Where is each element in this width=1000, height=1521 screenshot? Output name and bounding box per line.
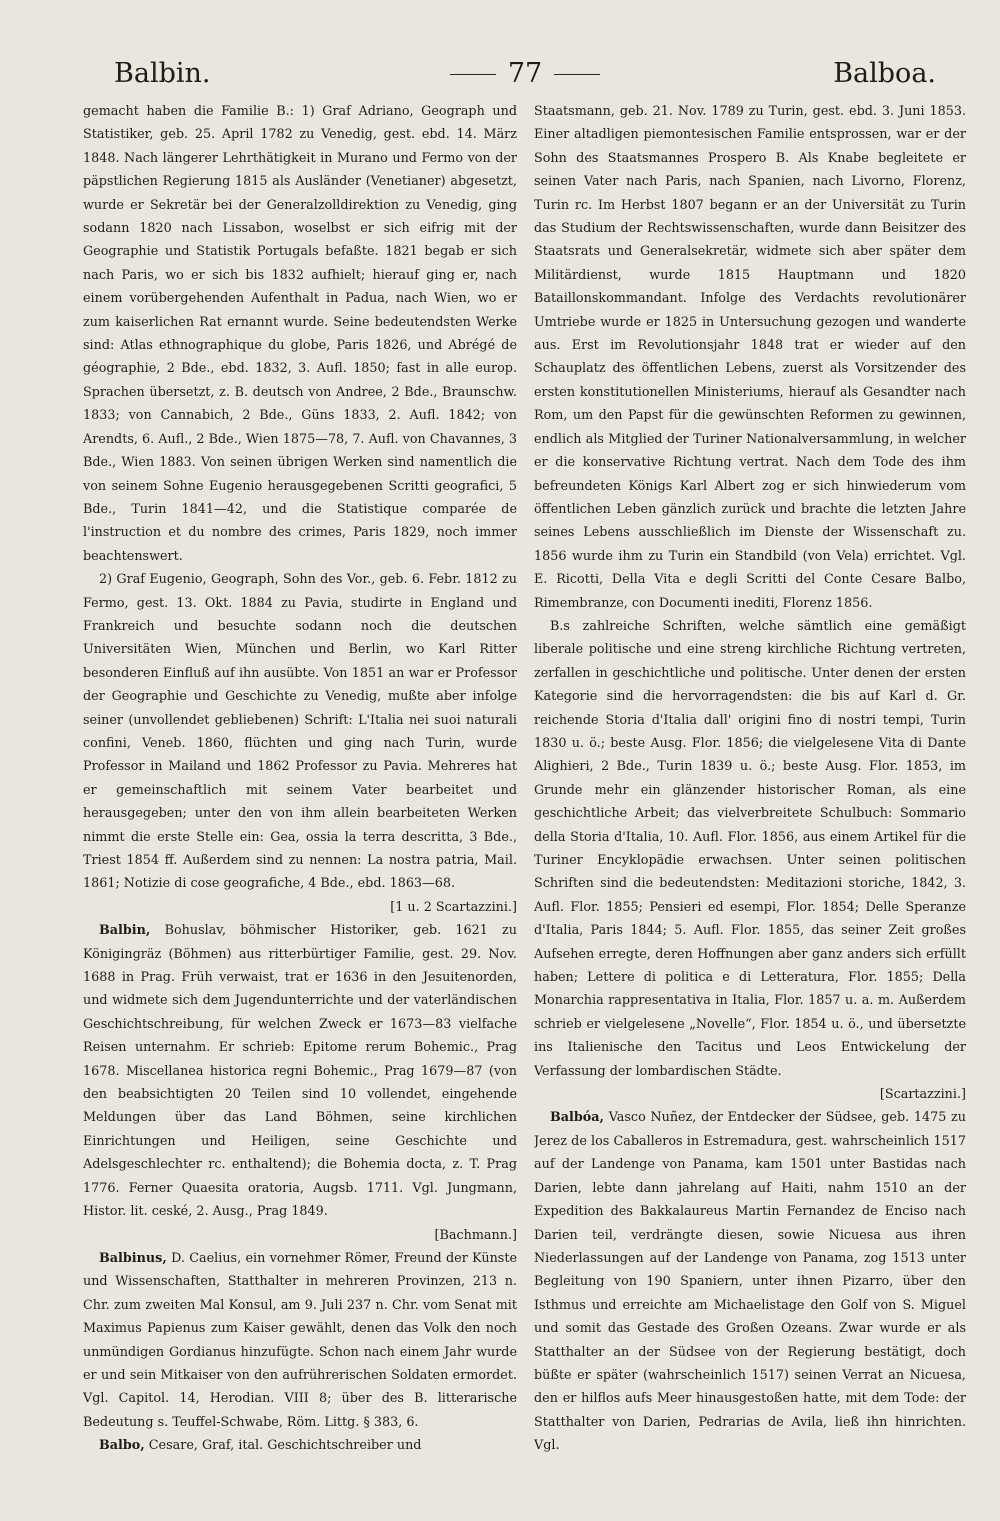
paragraph-text: Staatsmann, geb. 21. Nov. 1789 zu Turin, gest. ebd. 3. Juni 1853. Einer altadligen piemontesischen Familie entsprossen, war er der Sohn des Staatsmannes Prospero B. Als Knabe begleitete er seinen Vater nach Paris, nach Spanien, nach Livorno, Florenz, Turin rc. Im Herbst 1807 begann er an der Universität zu Turin das Studium der Rechtswissenschaften, wurde dann Beisitzer des Staatsrats und Generalsekretär, widmete sich aber später dem Militärdienst, wurde 1815 Hauptmann und 1820 Bataillonskommandant. Infolge des Verdachts revolutionärer Umtriebe wurde er 1825 in Untersuchung gezogen und wanderte aus. Erst im Revolutionsjahr 1848 trat er wieder auf den Schauplatz des öffentlichen Lebens, zuerst als Vorsitzender des ersten konstitutionellen Ministeriums, hierauf als Gesandter nach Rom, um den Papst für die gewünschten Reformen zu gewinnen, endlich als Mitglied der Turiner Nationalversammlung, in welcher er die konservative Richtung vertrat. Nach dem Tode des ihm befreundeten Königs Karl Albert zog er sich hinwiederum vom öffentlichen Leben gänzlich zurück und brachte die letzten Jahre seines Lebens ausschließlich im Dienste der Wissenschaft zu. 1856 wurde ihm zu Turin ein Standbild (von Vela) errichtet. Vgl. E. Ricotti, Della Vita e degli Scritti del Conte Cesare Balbo, Rimembranze, con Documenti inediti, Florenz 1856. (534, 104, 966, 611)
entry-paragraph (534, 615, 966, 1107)
page-header (114, 56, 936, 92)
entry-paragraph (534, 100, 966, 615)
entry-headword: Balbinus, (99, 1250, 167, 1266)
paragraph-text: Vasco Nuñez, der Entdecker der Südsee, geb. 1475 zu Jerez de los Caballeros in Estremadura, gest. wahrscheinlich 1517 auf der Landenge von Panama, kam 1501 unter Bastidas nach Darien, lebte dann jahrelang auf Haiti, nahm 1510 an der Expedition des Bakkalaureus Martin Fernandez de Enciso nach Darien teil, verdrängte diesen, sowie Nicuesa aus ihren Niederlassungen auf der Landenge von Panama, zog 1513 unter Begleitung von 190 Spaniern, unter ihnen Pizarro, über den Isthmus und erreichte am Michaelistage den Golf von S. Miguel und somit das Gestade des Großen Ozeans. Zwar wurde er als Statthalter an der Südsee von der Regierung bestätigt, doch büßte er später (wahrscheinlich 1517) seinen Verrat an Nicuesa, den er hilflos aufs Meer hinausgestoßen hatte, mit dem Tode: der Statthalter von Darien, Pedrarias de Avila, ließ ihn hinrichten. Vgl. (534, 1110, 966, 1454)
entry-paragraph (83, 919, 517, 1247)
author-signature: [Bachmann.] (434, 1227, 517, 1243)
entry-paragraph (83, 1434, 517, 1457)
paragraph-text: 2) Graf Eugenio, Geograph, Sohn des Vor., geb. 6. Febr. 1812 zu Fermo, gest. 13. Okt. 1884 zu Pavia, studirte in England und Frankreich und besuchte sodann noch die deutschen Universitäten Wien, München und Berlin, wo Karl Ritter besonderen Einfluß auf ihn ausübte. Von 1851 an war er Professor der Geographie und Geschichte zu Venedig, mußte aber infolge seiner (unvollendet gebliebenen) Schrift: L'Italia nei suoi naturali confini, Veneb. 1860, flüchten und ging nach Turin, wurde Professor in Mailand und 1862 Professor zu Pavia. Mehreres hat er gemeinschaftlich mit seinem Vater bearbeitet und herausgegeben; unter den von ihm allein bearbeiteten Werken nimmt die erste Stelle ein: Gea, ossia la terra descritta, 3 Bde., Triest 1854 ff. Außerdem sind zu nennen: La nostra patria, Mail. 1861; Notizie di cose geografiche, 4 Bde., ebd. 1863—68. (83, 572, 517, 892)
header-left-keyword: Balbin. (114, 58, 211, 89)
author-signature: [1 u. 2 Scartazzini.] (390, 899, 517, 915)
paragraph-text: D. Caelius, ein vornehmer Römer, Freund der Künste und Wissenschaften, Statthalter in mehreren Provinzen, 213 n. Chr. zum zweiten Mal Konsul, am 9. Juli 237 n. Chr. vom Senat mit Maximus Papienus zum Kaiser gewählt, denen das Volk den noch unmündigen Gordianus hinzufügte. Schon nach einem Jahr wurde er und sein Mitkaiser von den aufrührerischen Soldaten ermordet. Vgl. Capitol. 14, Herodian. VIII 8; über des B. litterarische Bedeutung s. Teuffel-Schwabe, Röm. Littg. § 383, 6. (83, 1250, 517, 1430)
author-signature: [Scartazzini.] (879, 1087, 966, 1103)
entry-paragraph (83, 1247, 517, 1434)
paragraph-text: gemacht haben die Familie B.: 1) Graf Adriano, Geograph und Statistiker, geb. 25. April 1782 zu Venedig, gest. ebd. 14. März 1848. Nach längerer Lehrthätigkeit in Murano und Fermo von der päpstlichen Regierung 1815 als Ausländer (Venetianer) abgesetzt, wurde er Sekretär bei der Generalzolldirektion zu Venedig, ging sodann 1820 nach Lissabon, woselbst er sich eifrig mit der Geographie und Statistik Portugals befaßte. 1821 begab er sich nach Paris, wo er sich bis 1832 aufhielt; hierauf ging er, nach einem vorübergehenden Aufenthalt in Padua, nach Wien, wo er zum kaiserlichen Rat ernannt wurde. Seine bedeutendsten Werke sind: Atlas ethnographique du globe, Paris 1826, und Abrégé de géographie, 2 Bde., ebd. 1832, 3. Aufl. 1850; fast in alle europ. Sprachen übersetzt, z. B. deutsch von Andree, 2 Bde., Braunschw. 1833; von Cannabich, 2 Bde., Güns 1833, 2. Aufl. 1842; von Arendts, 6. Aufl., 2 Bde., Wien 1875—78, 7. Aufl. von Chavannes, 3 Bde., Wien 1883. Von seinen übrigen Werken sind namentlich die von seinem Sohne Eugenio herausgegebenen Scritti geografici, 5 Bde., Turin 1841—42, und die Statistique comparée de l'instruction et du nombre des crimes, Paris 1829, noch immer beachtenswert. (83, 104, 517, 564)
paragraph-text: B.s zahlreiche Schriften, welche sämtlich eine gemäßigt liberale politische und eine streng kirchliche Richtung vertreten, zerfallen in geschichtliche und politische. Unter denen der ersten Kategorie sind die hervorragendsten: die bis auf Karl d. Gr. reichende Storia d'Italia dall' origini fino di nostri tempi, Turin 1830 u. ö.; beste Ausg. Flor. 1856; die vielgelesene Vita di Dante Alighieri, 2 Bde., Turin 1839 u. ö.; beste Ausg. Flor. 1853, im Grunde mehr ein glänzender historischer Roman, als eine geschichtliche Arbeit; das vielverbreitete Schulbuch: Sommario della Storia d'Italia, 10. Aufl. Flor. 1856, aus einem Artikel für die Turiner Encyklopädie erwachsen. Unter seinen politischen Schriften sind die bedeutendsten: Meditazioni storiche, 1842, 3. Aufl. Flor. 1855; Pensieri ed esempi, Flor. 1854; Delle Speranze d'Italia, Paris 1844; 5. Aufl. Flor. 1855, das seiner Zeit großes Aufsehen erregte, deren Hoffnungen aber ganz anders sich erfüllt haben; Lettere di politica e di Letteratura, Flor. 1855; Della Monarchia rappresentativa in Italia, Flor. 1857 u. a. m. Außerdem schrieb er vielgelesene „Novelle“, Flor. 1854 u. ö., und übersetzte ins Italienische den Tacitus und Leos Entwickelung der Verfassung der lombardischen Städte. (534, 618, 966, 1079)
entry-paragraph (83, 568, 517, 919)
right-column (534, 100, 966, 1472)
header-rule-right (554, 74, 600, 75)
page-number: 77 (507, 58, 543, 89)
entry-headword: Balbo, (99, 1438, 145, 1454)
header-page-number-group (114, 56, 936, 92)
paragraph-text: Cesare, Graf, ital. Geschichtschreiber und (144, 1438, 422, 1454)
paragraph-text: Bohuslav, böhmischer Historiker, geb. 1621 zu Königingräz (Böhmen) aus ritterbürtiger Familie, gest. 29. Nov. 1688 in Prag. Früh verwaist, trat er 1636 in den Jesuitenorden, und widmete sich dem Jugendunterrichte und der vaterländischen Geschichtschreibung, für welchen Zweck er 1673—83 vielfache Reisen unternahm. Er schrieb: Epitome rerum Bohemic., Prag 1678. Miscellanea historica regni Bohemic., Prag 1679—87 (von den beabsichtigten 20 Teilen sind 10 vollendet, eingehende Meldungen über das Land Böhmen, seine kirchlichen Einrichtungen und Heiligen, seine Geschichte und Adelsgeschlechter rc. enthaltend); die Bohemia docta, z. T. Prag 1776. Ferner Quaesita oratoria, Augsb. 1711. Vgl. Jungmann, Histor. lit. ceské, 2. Ausg., Prag 1849. (83, 923, 517, 1220)
entry-paragraph (83, 100, 517, 568)
header-right-keyword: Balboa. (833, 58, 936, 89)
entry-headword: Balbin, (99, 923, 151, 939)
entry-paragraph (534, 1106, 966, 1457)
entry-headword: Balbóa, (550, 1110, 605, 1126)
header-rule-left (450, 74, 496, 75)
left-column (83, 100, 517, 1472)
